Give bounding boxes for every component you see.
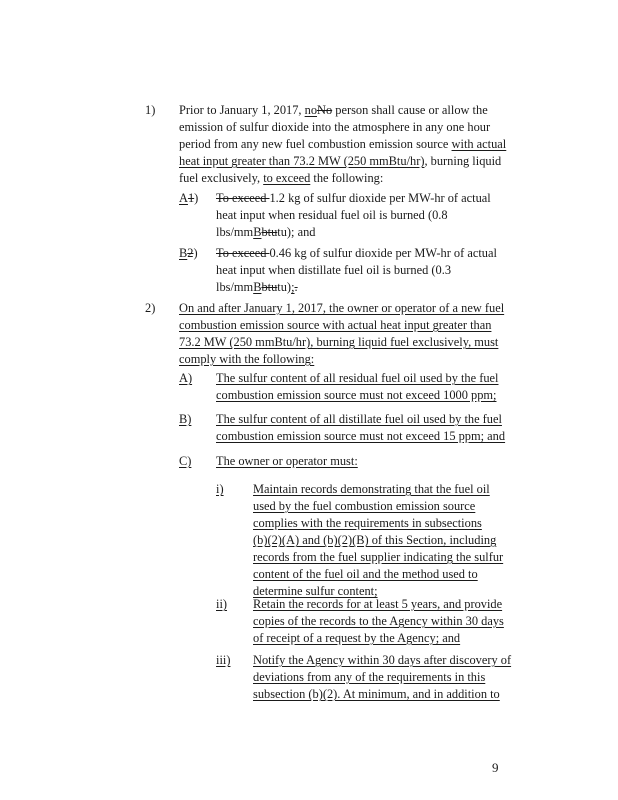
page-number: 9 — [492, 760, 499, 775]
item-1-number: 1) — [145, 103, 156, 117]
text-run: Prior to January 1, 2017, — [179, 103, 305, 117]
text-line — [253, 686, 511, 703]
text-run: Maintain records demonstrating that the fuel oil — [253, 482, 490, 496]
text-run: ; — [291, 280, 295, 294]
text-run: heat input when residual fuel oil is burned (0.8 — [216, 208, 448, 222]
text-run: used by the fuel combustion emission source — [253, 499, 476, 513]
item-2b-text — [216, 411, 505, 445]
text-line — [179, 153, 506, 170]
item-2c-i-text — [253, 481, 503, 600]
item-2a-label — [179, 370, 192, 387]
text-run: ) — [193, 246, 198, 260]
text-run: copies of the records to the Agency within 30 days — [253, 614, 504, 628]
text-line — [179, 136, 506, 153]
item-2a-text — [216, 370, 499, 404]
text-line — [179, 351, 504, 368]
text-line — [216, 370, 499, 387]
text-run: fuel exclusively, — [179, 171, 264, 185]
text-line — [253, 532, 503, 549]
text-run: the following: — [310, 171, 384, 185]
text-line — [253, 481, 503, 498]
text-line — [179, 102, 506, 119]
text-line — [179, 300, 504, 317]
text-line — [253, 630, 504, 647]
text-run: . — [294, 280, 298, 294]
text-line — [216, 279, 497, 296]
text-run: to exceed — [263, 171, 311, 185]
text-run: No — [317, 103, 333, 117]
text-line — [253, 549, 503, 566]
text-line — [216, 262, 497, 279]
text-line — [253, 566, 503, 583]
text-run: of receipt of a request by the Agency; and — [253, 631, 461, 645]
text-line — [216, 207, 491, 224]
item-2c-text — [216, 453, 358, 470]
item-2c-iii-label — [216, 652, 230, 669]
text-run: 1.2 kg of sulfur dioxide per MW-hr of actual — [269, 191, 491, 205]
text-line — [179, 119, 506, 136]
text-run: determine sulfur content; — [253, 584, 378, 598]
text-run: lbs/mm — [216, 280, 254, 294]
text-run: 0.46 kg of sulfur dioxide per MW-hr of actual — [269, 246, 497, 260]
text-run: ii) — [216, 597, 228, 611]
text-run: content of the fuel oil and the method used to — [253, 567, 478, 581]
text-line — [216, 190, 491, 207]
item-2c-label — [179, 453, 191, 470]
text-run: btu — [261, 280, 278, 294]
text-run: person shall cause or allow the — [332, 103, 488, 117]
item-1-text — [179, 102, 506, 187]
text-run: 1 — [187, 191, 195, 205]
text-line — [179, 334, 504, 351]
item-2c-ii-text — [253, 596, 504, 647]
text-run: B — [179, 246, 188, 260]
text-run: btu — [261, 225, 278, 239]
item-2c-i-label — [216, 481, 224, 498]
text-run: deviations from any of the requirements in this — [253, 670, 486, 684]
text-run: period from any new fuel combustion emission source — [179, 137, 452, 151]
text-line — [253, 515, 503, 532]
text-run: A) — [179, 371, 193, 385]
text-run: To exceed — [216, 191, 270, 205]
text-run: To exceed — [216, 246, 270, 260]
text-line — [253, 669, 511, 686]
item-2b-label — [179, 411, 191, 428]
text-run: combustion emission source with actual heat input greater than — [179, 318, 492, 332]
text-run: B) — [179, 412, 192, 426]
text-run: records from the fuel supplier indicating the sulfur — [253, 550, 504, 564]
text-run: with actual — [451, 137, 507, 151]
text-line — [216, 411, 505, 428]
text-run: (b)(2)(A) and (b)(2)(B) of this Section, including — [253, 533, 497, 547]
text-run: iii) — [216, 653, 231, 667]
text-line — [216, 428, 505, 445]
text-run: no — [304, 103, 318, 117]
text-run: B — [253, 225, 262, 239]
text-line — [179, 317, 504, 334]
text-run: comply with the following: — [179, 352, 315, 366]
text-run: combustion emission source must not exceed 1000 ppm; — [216, 388, 497, 402]
text-line — [216, 453, 358, 470]
text-run: combustion emission source must not exceed 15 ppm; and — [216, 429, 506, 443]
text-run: i) — [216, 482, 224, 496]
text-line — [216, 387, 499, 404]
text-run: 73.2 MW (250 mmBtu/hr), burning liquid fuel exclusively, must — [179, 335, 499, 349]
item-1a-label — [179, 190, 198, 207]
text-line — [253, 498, 503, 515]
text-run: Notify the Agency within 30 days after discovery of — [253, 653, 512, 667]
item-1b-text — [216, 245, 497, 296]
text-run: heat input when distillate fuel oil is burned (0.3 — [216, 263, 452, 277]
text-run: A — [179, 191, 188, 205]
text-run: lbs/mm — [216, 225, 254, 239]
text-run: subsection (b)(2). At minimum, and in addition to — [253, 687, 500, 701]
text-line — [253, 613, 504, 630]
item-1a-text — [216, 190, 491, 241]
item-2-text — [179, 300, 504, 368]
text-run: tu) — [277, 280, 292, 294]
item-2-number: 2) — [145, 301, 156, 315]
text-run: heat input greater than 73.2 MW (250 mmBtu/hr) — [179, 154, 425, 168]
text-run: The owner or operator must: — [216, 454, 358, 468]
text-run: tu); and — [277, 225, 316, 239]
item-2c-ii-label — [216, 596, 227, 613]
text-run: Retain the records for at least 5 years, and provide — [253, 597, 503, 611]
text-run: The sulfur content of all residual fuel oil used by the fuel — [216, 371, 499, 385]
text-run: On and after January 1, 2017, the owner or operator of a new fuel — [179, 301, 505, 315]
text-line — [253, 652, 511, 669]
text-line — [253, 596, 504, 613]
item-2c-iii-text — [253, 652, 511, 703]
text-run: complies with the requirements in subsections — [253, 516, 482, 530]
text-line — [216, 245, 497, 262]
text-run: 2 — [187, 246, 194, 260]
text-run: B — [253, 280, 262, 294]
item-1b-label — [179, 245, 198, 262]
text-run: emission of sulfur dioxide into the atmosphere in any one hour — [179, 120, 491, 134]
text-run: The sulfur content of all distillate fuel oil used by the fuel — [216, 412, 502, 426]
text-run: ) — [194, 191, 199, 205]
text-run: , burning liquid — [424, 154, 502, 168]
text-line — [216, 224, 491, 241]
text-line — [179, 170, 506, 187]
text-run: C) — [179, 454, 192, 468]
